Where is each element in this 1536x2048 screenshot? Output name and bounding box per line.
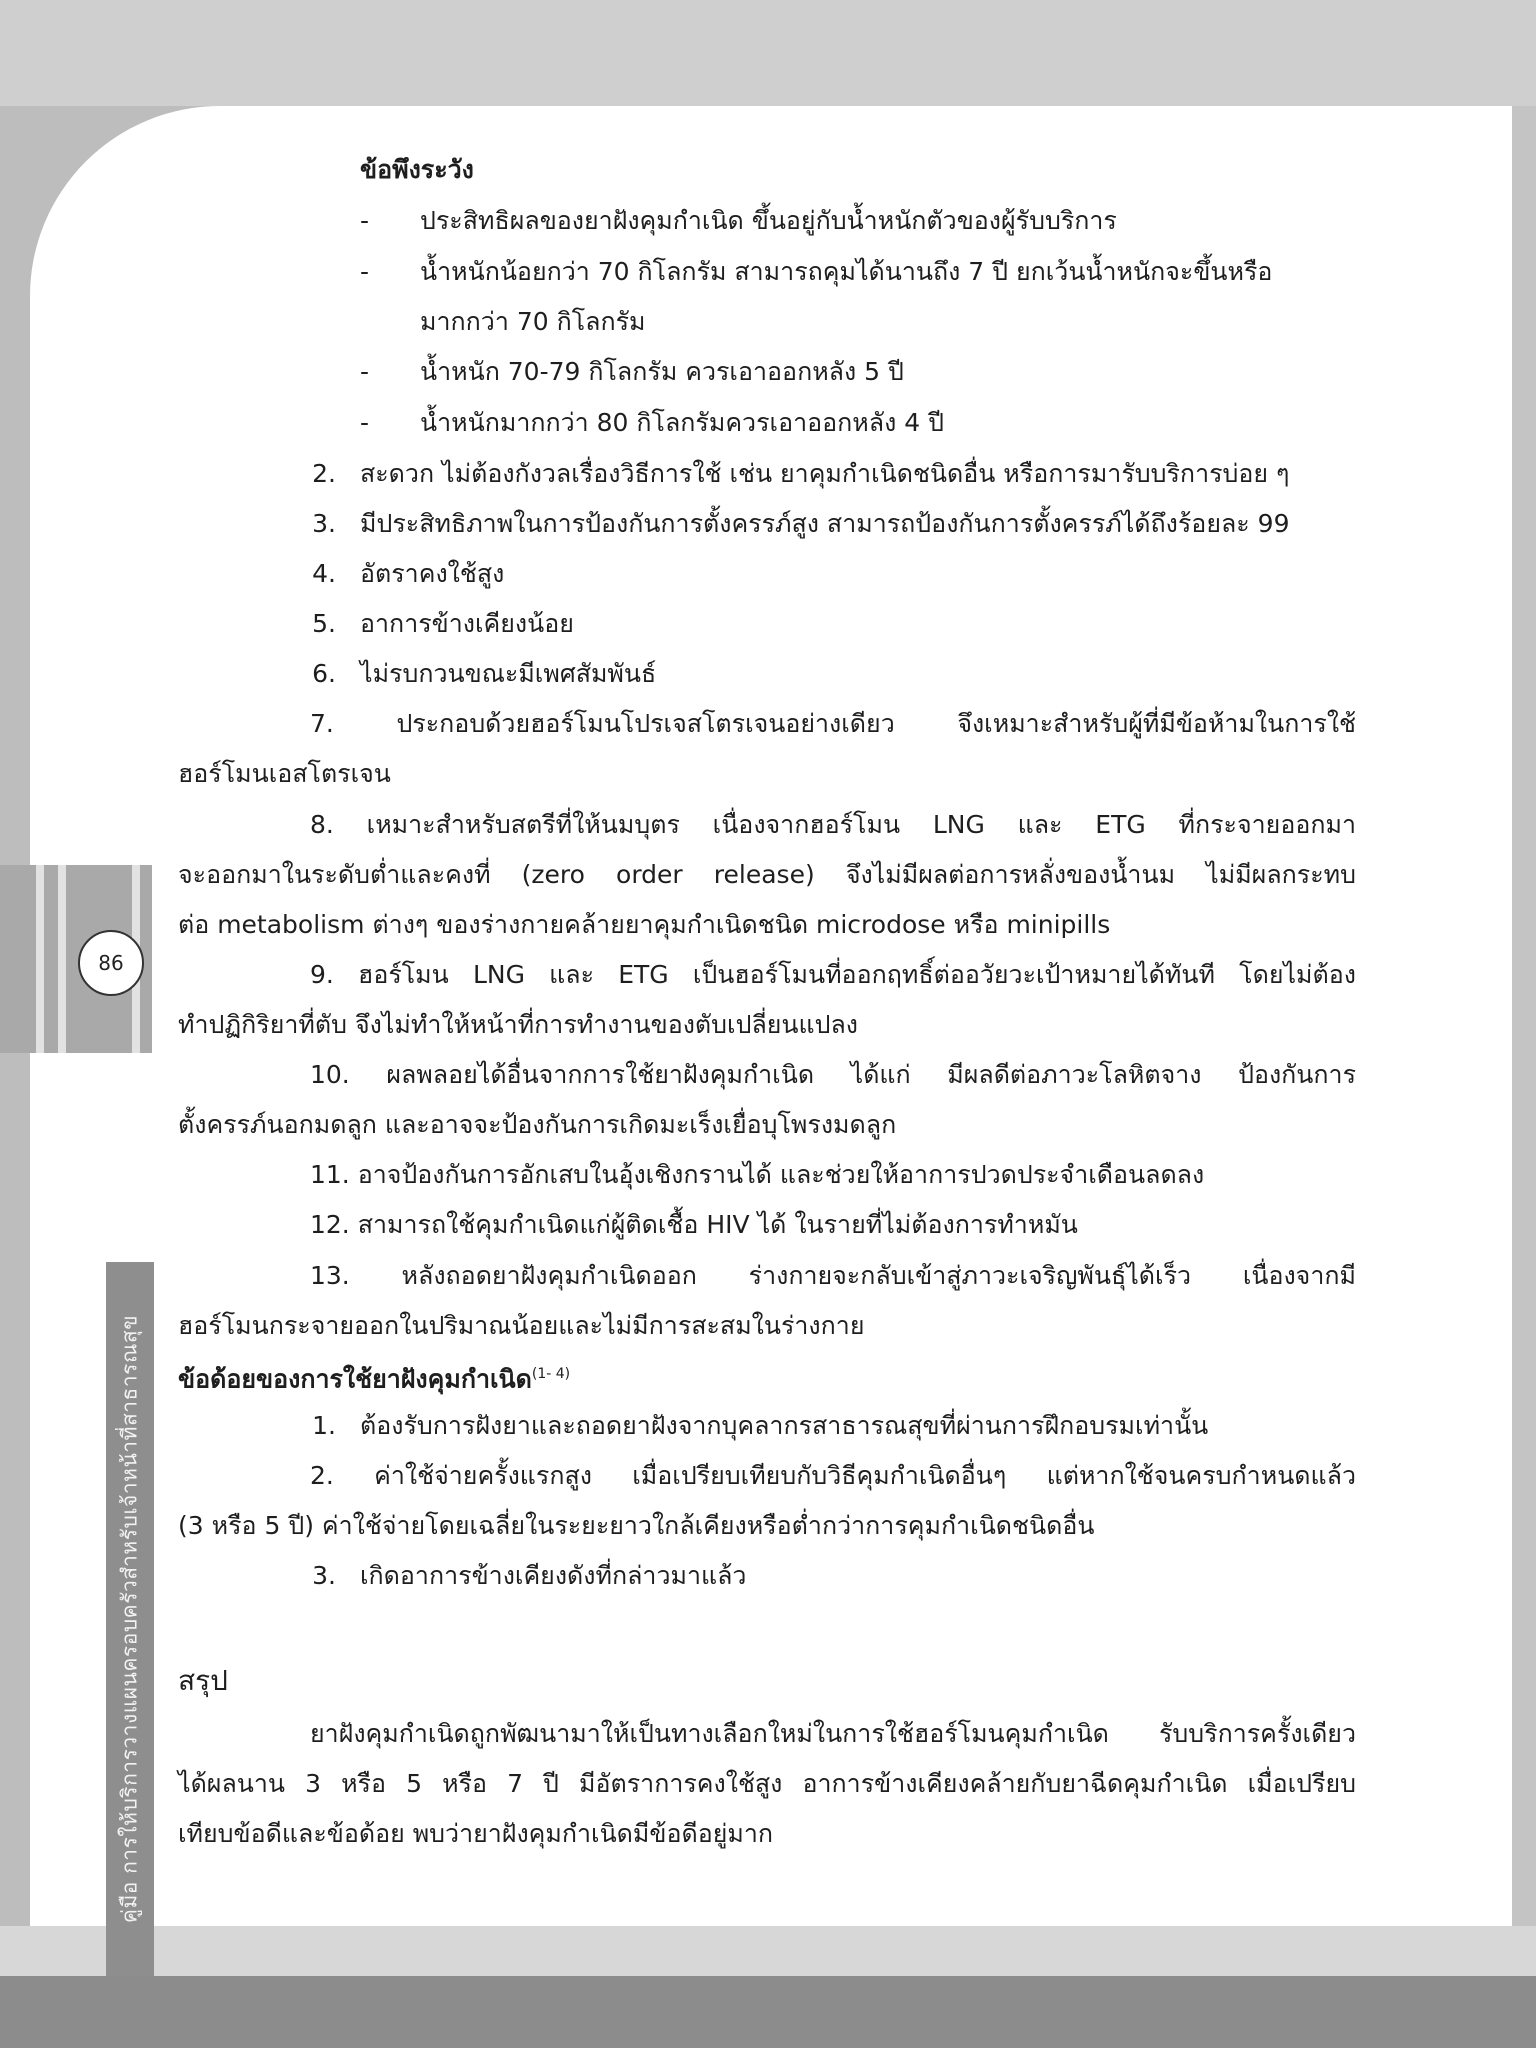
list-item-13-line2: ฮอร์โมนกระจายออกในปริมาณน้อยและไม่มีการสะสมในร่างกาย — [178, 1311, 865, 1340]
tab-stripe — [58, 865, 66, 1053]
summary-heading: สรุป — [178, 1664, 228, 1697]
list-item: อาการข้างเคียงน้อย — [360, 609, 574, 638]
caution-item: น้ำหนัก 70-79 กิโลกรัม ควรเอาออกหลัง 5 ปี — [420, 357, 904, 386]
list-number: 6. — [312, 659, 336, 688]
list-item-12: 12. สามารถใช้คุมกำเนิดแก่ผู้ติดเชื้อ HIV ได้ ในรายที่ไม่ต้องการทำหมัน — [310, 1210, 1078, 1239]
right-shadow — [1512, 106, 1536, 1926]
list-item-10-line2: ตั้งครรภ์นอกมดลูก และอาจจะป้องกันการเกิดมะเร็งเยื่อบุโพรงมดลูก — [178, 1110, 897, 1139]
disadvantages-heading-text: ข้อด้อยของการใช้ยาฝังคุมกำเนิด — [178, 1364, 532, 1394]
list-item: มีประสิทธิภาพในการป้องกันการตั้งครรภ์สูง สามารถป้องกันการตั้งครรภ์ได้ถึงร้อยละ 99 — [360, 509, 1290, 538]
list-item-9-line1: 9. ฮอร์โมน LNG และ ETG เป็นฮอร์โมนที่ออกฤทธิ์ต่ออวัยวะเป้าหมายได้ทันที โดยไม่ต้อง — [310, 960, 1356, 989]
list-number: 2. — [312, 459, 336, 488]
list-item-7-line1: 7. ประกอบด้วยฮอร์โมนโปรเจสโตรเจนอย่างเดียว จึงเหมาะสำหรับผู้ที่มีข้อห้ามในการใช้ — [310, 709, 1356, 738]
list-number: 5. — [312, 609, 336, 638]
list-item: ไม่รบกวนขณะมีเพศสัมพันธ์ — [360, 659, 657, 688]
disadvantage-item-3: เกิดอาการข้างเคียงดังที่กล่าวมาแล้ว — [360, 1561, 747, 1590]
reference-superscript: (1- 4) — [531, 1366, 571, 1382]
list-item-10-line1: 10. ผลพลอยได้อื่นจากการใช้ยาฝังคุมกำเนิด ได้แก่ มีผลดีต่อภาวะโลหิตจาง ป้องกันการ — [310, 1060, 1356, 1089]
list-item-7-line2: ฮอร์โมนเอสโตรเจน — [178, 759, 391, 788]
spine-title: คู่มือ การให้บริการวางแผนครอบครัวสำหรับเจ้าหน้าที่สาธารณสุข — [117, 1314, 142, 1924]
list-item: สะดวก ไม่ต้องกังวลเรื่องวิธีการใช้ เช่น ยาคุมกำเนิดชนิดอื่น หรือการมารับบริการบ่อย ๆ — [360, 459, 1290, 488]
caution-item: มากกว่า 70 กิโลกรัม — [420, 307, 646, 336]
bottom-band — [0, 1976, 1536, 2048]
caution-heading: ข้อพึงระวัง — [360, 155, 474, 184]
list-item-8-line1: 8. เหมาะสำหรับสตรีที่ให้นมบุตร เนื่องจากฮอร์โมน LNG และ ETG ที่กระจายออกมา — [310, 810, 1356, 839]
bottom-light-band — [0, 1926, 1536, 1976]
list-number: 4. — [312, 559, 336, 588]
list-item-8-line3: ต่อ metabolism ต่างๆ ของร่างกายคล้ายยาคุมกำเนิดชนิด microdose หรือ minipills — [178, 910, 1111, 939]
tab-stripe — [36, 865, 44, 1053]
disadvantage-item-1: ต้องรับการฝังยาและถอดยาฝังจากบุคลากรสาธารณสุขที่ผ่านการฝึกอบรมเท่านั้น — [360, 1411, 1209, 1440]
summary-line1: ยาฝังคุมกำเนิดถูกพัฒนามาให้เป็นทางเลือกใหม่ในการใช้ฮอร์โมนคุมกำเนิด รับบริการครั้งเดียว — [310, 1719, 1356, 1748]
list-item: อัตราคงใช้สูง — [360, 559, 505, 588]
list-number: 3. — [312, 509, 336, 538]
dash-bullet: - — [360, 206, 370, 235]
page-number: 86 — [78, 930, 144, 996]
caution-item: น้ำหนักน้อยกว่า 70 กิโลกรัม สามารถคุมได้นานถึง 7 ปี ยกเว้นน้ำหนักจะขึ้นหรือ — [420, 257, 1273, 286]
disadvantage-item-2-line2: (3 หรือ 5 ปี) ค่าใช้จ่ายโดยเฉลี่ยในระยะยาวใกล้เคียงหรือต่ำกว่าการคุมกำเนิดชนิดอื่น — [178, 1511, 1095, 1540]
summary-line2: ได้ผลนาน 3 หรือ 5 หรือ 7 ปี มีอัตราการคงใช้สูง อาการข้างเคียงคล้ายกับยาฉีดคุมกำเนิด เมื่อเปรียบ — [178, 1769, 1356, 1798]
top-band — [0, 0, 1536, 106]
caution-item: ประสิทธิผลของยาฝังคุมกำเนิด ขึ้นอยู่กับน้ำหนักตัวของผู้รับบริการ — [420, 206, 1117, 235]
disadvantages-heading — [178, 1358, 570, 1395]
list-number: 1. — [312, 1411, 336, 1440]
disadvantage-item-2-line1: 2. ค่าใช้จ่ายครั้งแรกสูง เมื่อเปรียบเทียบกับวิธีคุมกำเนิดอื่นๆ แต่หากใช้จนครบกำหนดแล้ว — [310, 1461, 1356, 1490]
dash-bullet: - — [360, 357, 370, 386]
list-number: 3. — [312, 1561, 336, 1590]
list-item-13-line1: 13. หลังถอดยาฝังคุมกำเนิดออก ร่างกายจะกลับเข้าสู่ภาวะเจริญพันธุ์ได้เร็ว เนื่องจากมี — [310, 1261, 1356, 1290]
dash-bullet: - — [360, 408, 370, 437]
list-item-11: 11. อาจป้องกันการอักเสบในอุ้งเชิงกรานได้ และช่วยให้อาการปวดประจำเดือนลดลง — [310, 1160, 1205, 1189]
dash-bullet: - — [360, 257, 370, 286]
summary-line3: เทียบข้อดีและข้อด้อย พบว่ายาฝังคุมกำเนิดมีข้อดีอยู่มาก — [178, 1819, 774, 1848]
list-item-9-line2: ทำปฏิกิริยาที่ตับ จึงไม่ทำให้หน้าที่การทำงานของตับเปลี่ยนแปลง — [178, 1010, 859, 1039]
list-item-8-line2: จะออกมาในระดับต่ำและคงที่ (zero order release) จึงไม่มีผลต่อการหลั่งของน้ำนม ไม่มีผลกระทบ — [178, 860, 1356, 889]
caution-item: น้ำหนักมากกว่า 80 กิโลกรัมควรเอาออกหลัง 4 ปี — [420, 408, 944, 437]
